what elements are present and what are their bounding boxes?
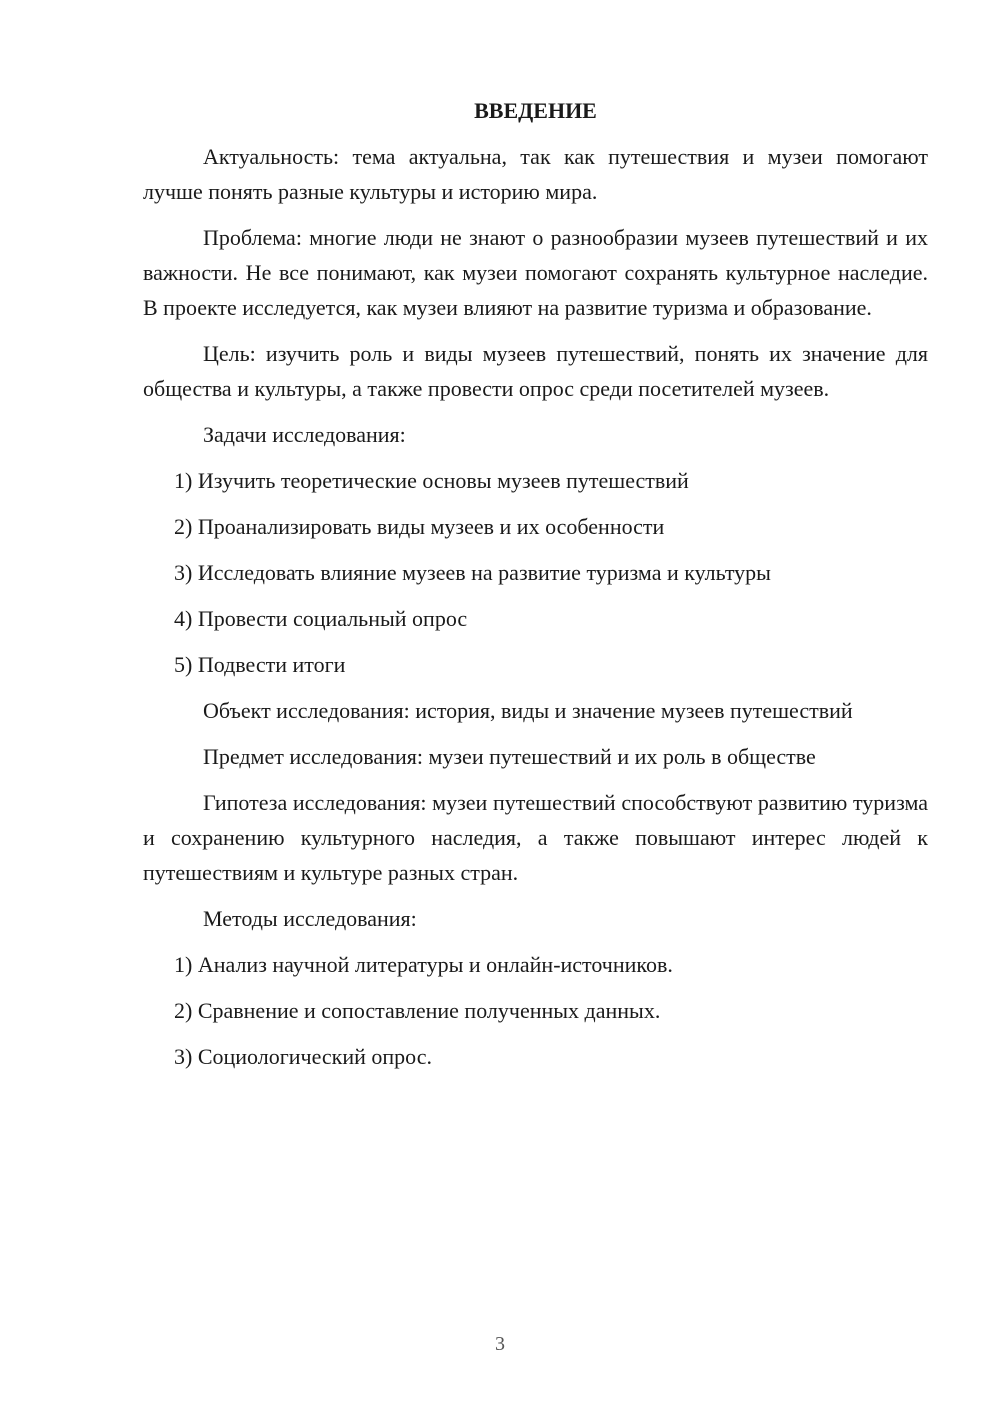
section-title: ВВЕДЕНИЕ: [474, 98, 597, 123]
goal-paragraph: Цель: изучить роль и виды музеев путешествий, понять их значение для общества и культуры, а также провести опрос среди посетителей музеев.: [143, 341, 928, 401]
hypothesis-paragraph: Гипотеза исследования: музеи путешествий способствуют развитию туризма и сохранению культурного наследия, а также повышают интерес людей к путешествиям и культуре разных стран.: [143, 790, 928, 885]
object-paragraph: Объект исследования: история, виды и значение музеев путешествий: [203, 698, 853, 723]
method-item-3: 3) Социологический опрос.: [174, 1044, 432, 1069]
problem-paragraph: Проблема: многие люди не знают о разнообразии музеев путешествий и их важности. Не все понимают, как музеи помогают сохранять культурное наследие. В проекте исследуется, как музеи влияют на развитие туризма и образование.: [143, 225, 928, 320]
document-page: [143, 96, 928, 1085]
subject-paragraph: Предмет исследования: музеи путешествий и их роль в обществе: [203, 744, 816, 769]
task-item-1: 1) Изучить теоретические основы музеев путешествий: [174, 468, 689, 493]
task-item-3: 3) Исследовать влияние музеев на развитие туризма и культуры: [174, 560, 771, 585]
method-item-2: 2) Сравнение и сопоставление полученных данных.: [174, 998, 661, 1023]
task-item-2: 2) Проанализировать виды музеев и их особенности: [174, 514, 665, 539]
tasks-heading: Задачи исследования:: [203, 422, 406, 447]
task-item-5: 5) Подвести итоги: [174, 652, 346, 677]
methods-heading: Методы исследования:: [203, 906, 417, 931]
method-item-1: 1) Анализ научной литературы и онлайн-источников.: [174, 952, 673, 977]
page-number: 3: [495, 1333, 505, 1355]
relevance-paragraph: Актуальность: тема актуальна, так как путешествия и музеи помогают лучше понять разные культуры и историю мира.: [143, 144, 928, 204]
task-item-4: 4) Провести социальный опрос: [174, 606, 468, 631]
